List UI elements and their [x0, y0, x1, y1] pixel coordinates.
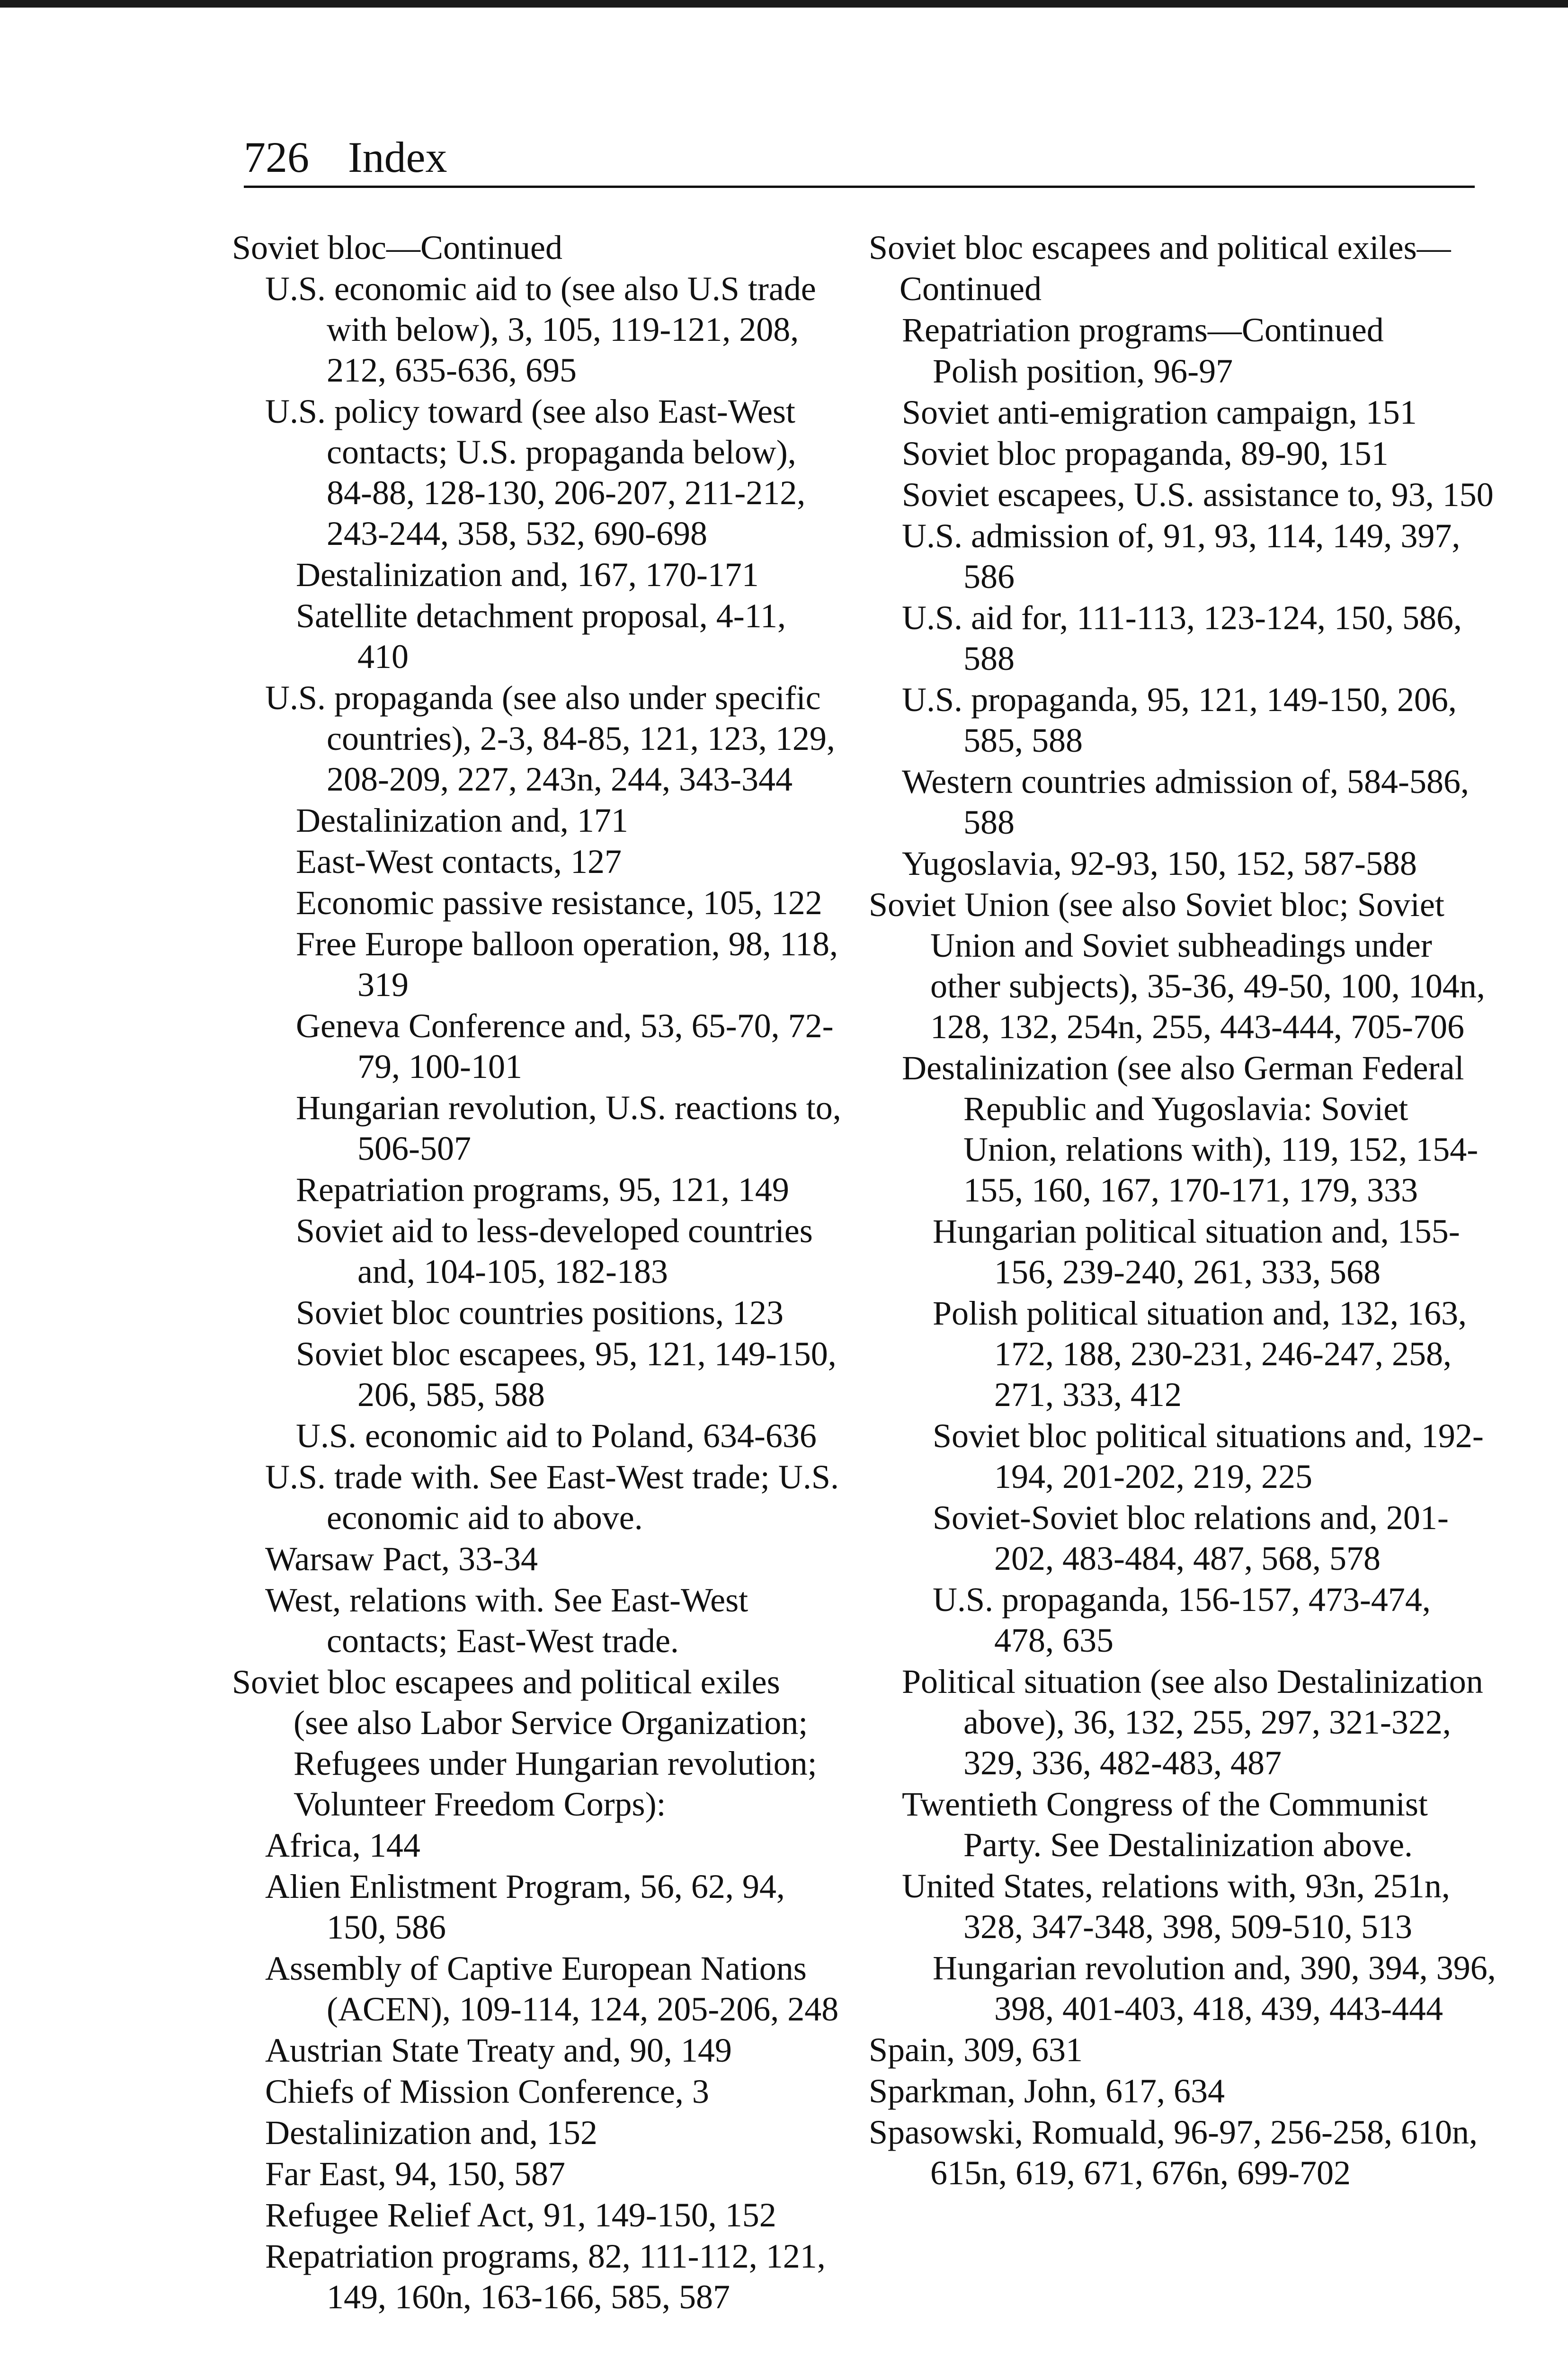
index-entry [869, 227, 1498, 268]
index-entry [232, 1169, 843, 1210]
index-entry-text: Repatriation programs, 95, 121, 149 [296, 1171, 789, 1209]
index-entry-text: United States, relations with, 93n, 251n, 328, 347-348, 398, 509-510, 513 [902, 1867, 1450, 1946]
index-entry [869, 516, 1498, 597]
index-entry-text: Far East, 94, 150, 587 [265, 2155, 565, 2193]
index-entry-text: Soviet bloc escapees, 95, 121, 149-150, 206, 585, 588 [296, 1335, 837, 1414]
index-entry [232, 554, 843, 595]
index-entry [232, 1539, 843, 1579]
index-entry [232, 1825, 843, 1866]
index-entry [232, 882, 843, 923]
index-entry [232, 1948, 843, 2029]
index-entry [232, 227, 843, 268]
index-entry-text: Economic passive resistance, 105, 122 [296, 884, 822, 922]
index-entry-text: Soviet Union (see also Soviet bloc; Soviet Union and Soviet subheadings under other subjects), 35-36, 49-50, 100, 104n, 128, 132, 254n, 255, 443-444, 705-706 [869, 886, 1485, 1046]
index-entry [869, 1784, 1498, 1865]
index-entry [869, 761, 1498, 843]
index-entry-text: Soviet escapees, U.S. assistance to, 93, 150 [902, 476, 1494, 514]
index-entry-text: U.S. trade with. See East-West trade; U.S. economic aid to above. [265, 1458, 839, 1537]
index-entry-text: U.S. propaganda, 156-157, 473-474, 478, 635 [933, 1581, 1431, 1659]
index-entry-text: Hungarian revolution and, 390, 394, 396, 398, 401-403, 418, 439, 443-444 [933, 1949, 1496, 2028]
index-entry [869, 351, 1498, 392]
page-title: Index [348, 133, 447, 181]
index-entry [869, 474, 1498, 515]
index-entry-text: Soviet bloc—Continued [232, 229, 562, 267]
index-entry [869, 310, 1498, 350]
index-entry [232, 677, 843, 800]
index-entry-text: Repatriation programs, 82, 111-112, 121, 149, 160n, 163-166, 585, 587 [265, 2237, 826, 2316]
page-header [244, 124, 1475, 188]
index-entry-text: Hungarian revolution, U.S. reactions to, 506-507 [296, 1089, 841, 1167]
index-entry [869, 597, 1498, 679]
index-entry-text: Destalinization and, 171 [296, 801, 628, 839]
index-entry-text: Satellite detachment proposal, 4-11, 410 [296, 597, 786, 676]
index-entry [869, 2071, 1498, 2111]
index-entry-text: Soviet-Soviet bloc relations and, 201-202, 483-484, 487, 568, 578 [933, 1499, 1449, 1577]
index-entry-text: Destalinization and, 152 [265, 2114, 597, 2152]
index-entry-text: Free Europe balloon operation, 98, 118, 319 [296, 925, 838, 1004]
index-entry [232, 2071, 843, 2112]
index-entry-text: Geneva Conference and, 53, 65-70, 72-79, 100-101 [296, 1007, 834, 1086]
index-entry-text: Soviet aid to less-developed countries and, 104-105, 182-183 [296, 1212, 813, 1290]
index-entry [869, 884, 1498, 1047]
index-entry [232, 924, 843, 1005]
index-entry [869, 2029, 1498, 2070]
index-entry-text: Hungarian political situation and, 155-156, 239-240, 261, 333, 568 [933, 1212, 1460, 1291]
index-entry [232, 2236, 843, 2317]
index-entry-text: Repatriation programs—Continued [902, 311, 1384, 349]
index-column-left [232, 227, 843, 2318]
index-entry-text: Refugee Relief Act, 91, 149-150, 152 [265, 2196, 776, 2234]
index-entry [232, 1866, 843, 1948]
index-entry [232, 1580, 843, 1661]
index-entry [232, 1334, 843, 1415]
index-entry [869, 1948, 1498, 2029]
index-entry [232, 2030, 843, 2071]
index-entry [232, 841, 843, 882]
index-entry [869, 679, 1498, 761]
index-entry [232, 2112, 843, 2153]
index-entry [869, 1661, 1498, 1783]
index-entry-text: U.S. aid for, 111-113, 123-124, 150, 586, 588 [902, 599, 1462, 677]
index-entry-text: Sparkman, John, 617, 634 [869, 2072, 1225, 2110]
index-entry-text: Polish political situation and, 132, 163, 172, 188, 230-231, 246-247, 258, 271, 333, 412 [933, 1294, 1467, 1414]
index-entry [869, 268, 1498, 309]
index-entry-text: Soviet bloc propaganda, 89-90, 151 [902, 435, 1389, 472]
index-entry [869, 1579, 1498, 1661]
index-entry-text: Soviet bloc countries positions, 123 [296, 1294, 784, 1332]
index-entry-text: U.S. economic aid to Poland, 634-636 [296, 1417, 817, 1455]
index-entry-text: Yugoslavia, 92-93, 150, 152, 587-588 [902, 845, 1417, 882]
index-entry [869, 843, 1498, 884]
index-entry [869, 433, 1498, 474]
index-entry-text: U.S. economic aid to (see also U.S trade with below), 3, 105, 119-121, 208, 212, 635-636, 695 [265, 270, 816, 389]
index-entry-text: Soviet bloc political situations and, 192-194, 201-202, 219, 225 [933, 1417, 1484, 1495]
index-entry-text: West, relations with. See East-West contacts; East-West trade. [265, 1581, 748, 1660]
index-entry-text: U.S. policy toward (see also East-West contacts; U.S. propaganda below), 84-88, 128-130, 206-207, 211-212, 243-244, 358, 532, 690-698 [265, 392, 806, 552]
index-entry [232, 1210, 843, 1292]
index-entry-text: Spasowski, Romuald, 96-97, 256-258, 610n, 615n, 619, 671, 676n, 699-702 [869, 2113, 1478, 2192]
index-entry-text: Austrian State Treaty and, 90, 149 [265, 2031, 732, 2069]
index-entry [869, 1211, 1498, 1292]
index-entry [232, 1292, 843, 1333]
index-entry-text: Twentieth Congress of the Communist Party. See Destalinization above. [902, 1785, 1428, 1864]
index-entry-text: Chiefs of Mission Conference, 3 [265, 2073, 709, 2110]
page-number: 726 [244, 133, 309, 181]
index-entry [232, 1415, 843, 1456]
index-entry [869, 2112, 1498, 2193]
index-entry [232, 1662, 843, 1824]
index-entry-text: Destalinization and, 167, 170-171 [296, 556, 759, 594]
index-entry-text: Destalinization (see also German Federal Republic and Yugoslavia: Soviet Union, relations with), 119, 152, 154-155, 160, 167, 170-171, 179, 333 [902, 1049, 1479, 1209]
scan-border [0, 0, 1568, 8]
index-entry [232, 2195, 843, 2235]
index-entry-text: Spain, 309, 631 [869, 2031, 1083, 2069]
index-entry-text: Warsaw Pact, 33-34 [265, 1540, 538, 1578]
index-entry [869, 392, 1498, 433]
index-entry-text: Political situation (see also Destalinization above), 36, 132, 255, 297, 321-322, 329, 336, 482-483, 487 [902, 1663, 1483, 1782]
index-entry [232, 391, 843, 554]
index-entry [869, 1293, 1498, 1415]
index-entry-text: Soviet anti-emigration campaign, 151 [902, 393, 1417, 431]
index-entry-text: Polish position, 96-97 [933, 352, 1233, 390]
index-entry [232, 1087, 843, 1169]
index-column-right [869, 227, 1498, 2194]
index-entry [232, 1457, 843, 1538]
index-entry [232, 268, 843, 391]
index-entry-text: U.S. propaganda, 95, 121, 149-150, 206, 585, 588 [902, 681, 1457, 759]
index-entry-text: Assembly of Captive European Nations (ACEN), 109-114, 124, 205-206, 248 [265, 1949, 839, 2028]
index-entry-text: East-West contacts, 127 [296, 843, 622, 881]
index-entry-text: Alien Enlistment Program, 56, 62, 94, 150, 586 [265, 1868, 785, 1946]
index-entry [232, 596, 843, 677]
index-entry [232, 800, 843, 841]
index-entry-text: U.S. admission of, 91, 93, 114, 149, 397, 586 [902, 517, 1461, 596]
index-entry-text: Soviet bloc escapees and political exiles— [869, 229, 1451, 267]
index-entry [232, 2153, 843, 2194]
index-entry-text: Soviet bloc escapees and political exiles (see also Labor Service Organization; Refugees under Hungarian revolution; Volunteer Freedom Corps): [232, 1663, 817, 1823]
index-entry [869, 1048, 1498, 1210]
index-entry [869, 1415, 1498, 1497]
index-entry [869, 1497, 1498, 1579]
index-entry-text: U.S. propaganda (see also under specific countries), 2-3, 84-85, 121, 123, 129, 208-209, 227, 243n, 244, 343-344 [265, 679, 835, 798]
index-entry [232, 1006, 843, 1087]
index-entry [869, 1866, 1498, 1947]
index-entry-text: Africa, 144 [265, 1826, 420, 1864]
index-entry-text: Western countries admission of, 584-586, 588 [902, 763, 1469, 841]
index-entry-text: Continued [900, 270, 1042, 308]
